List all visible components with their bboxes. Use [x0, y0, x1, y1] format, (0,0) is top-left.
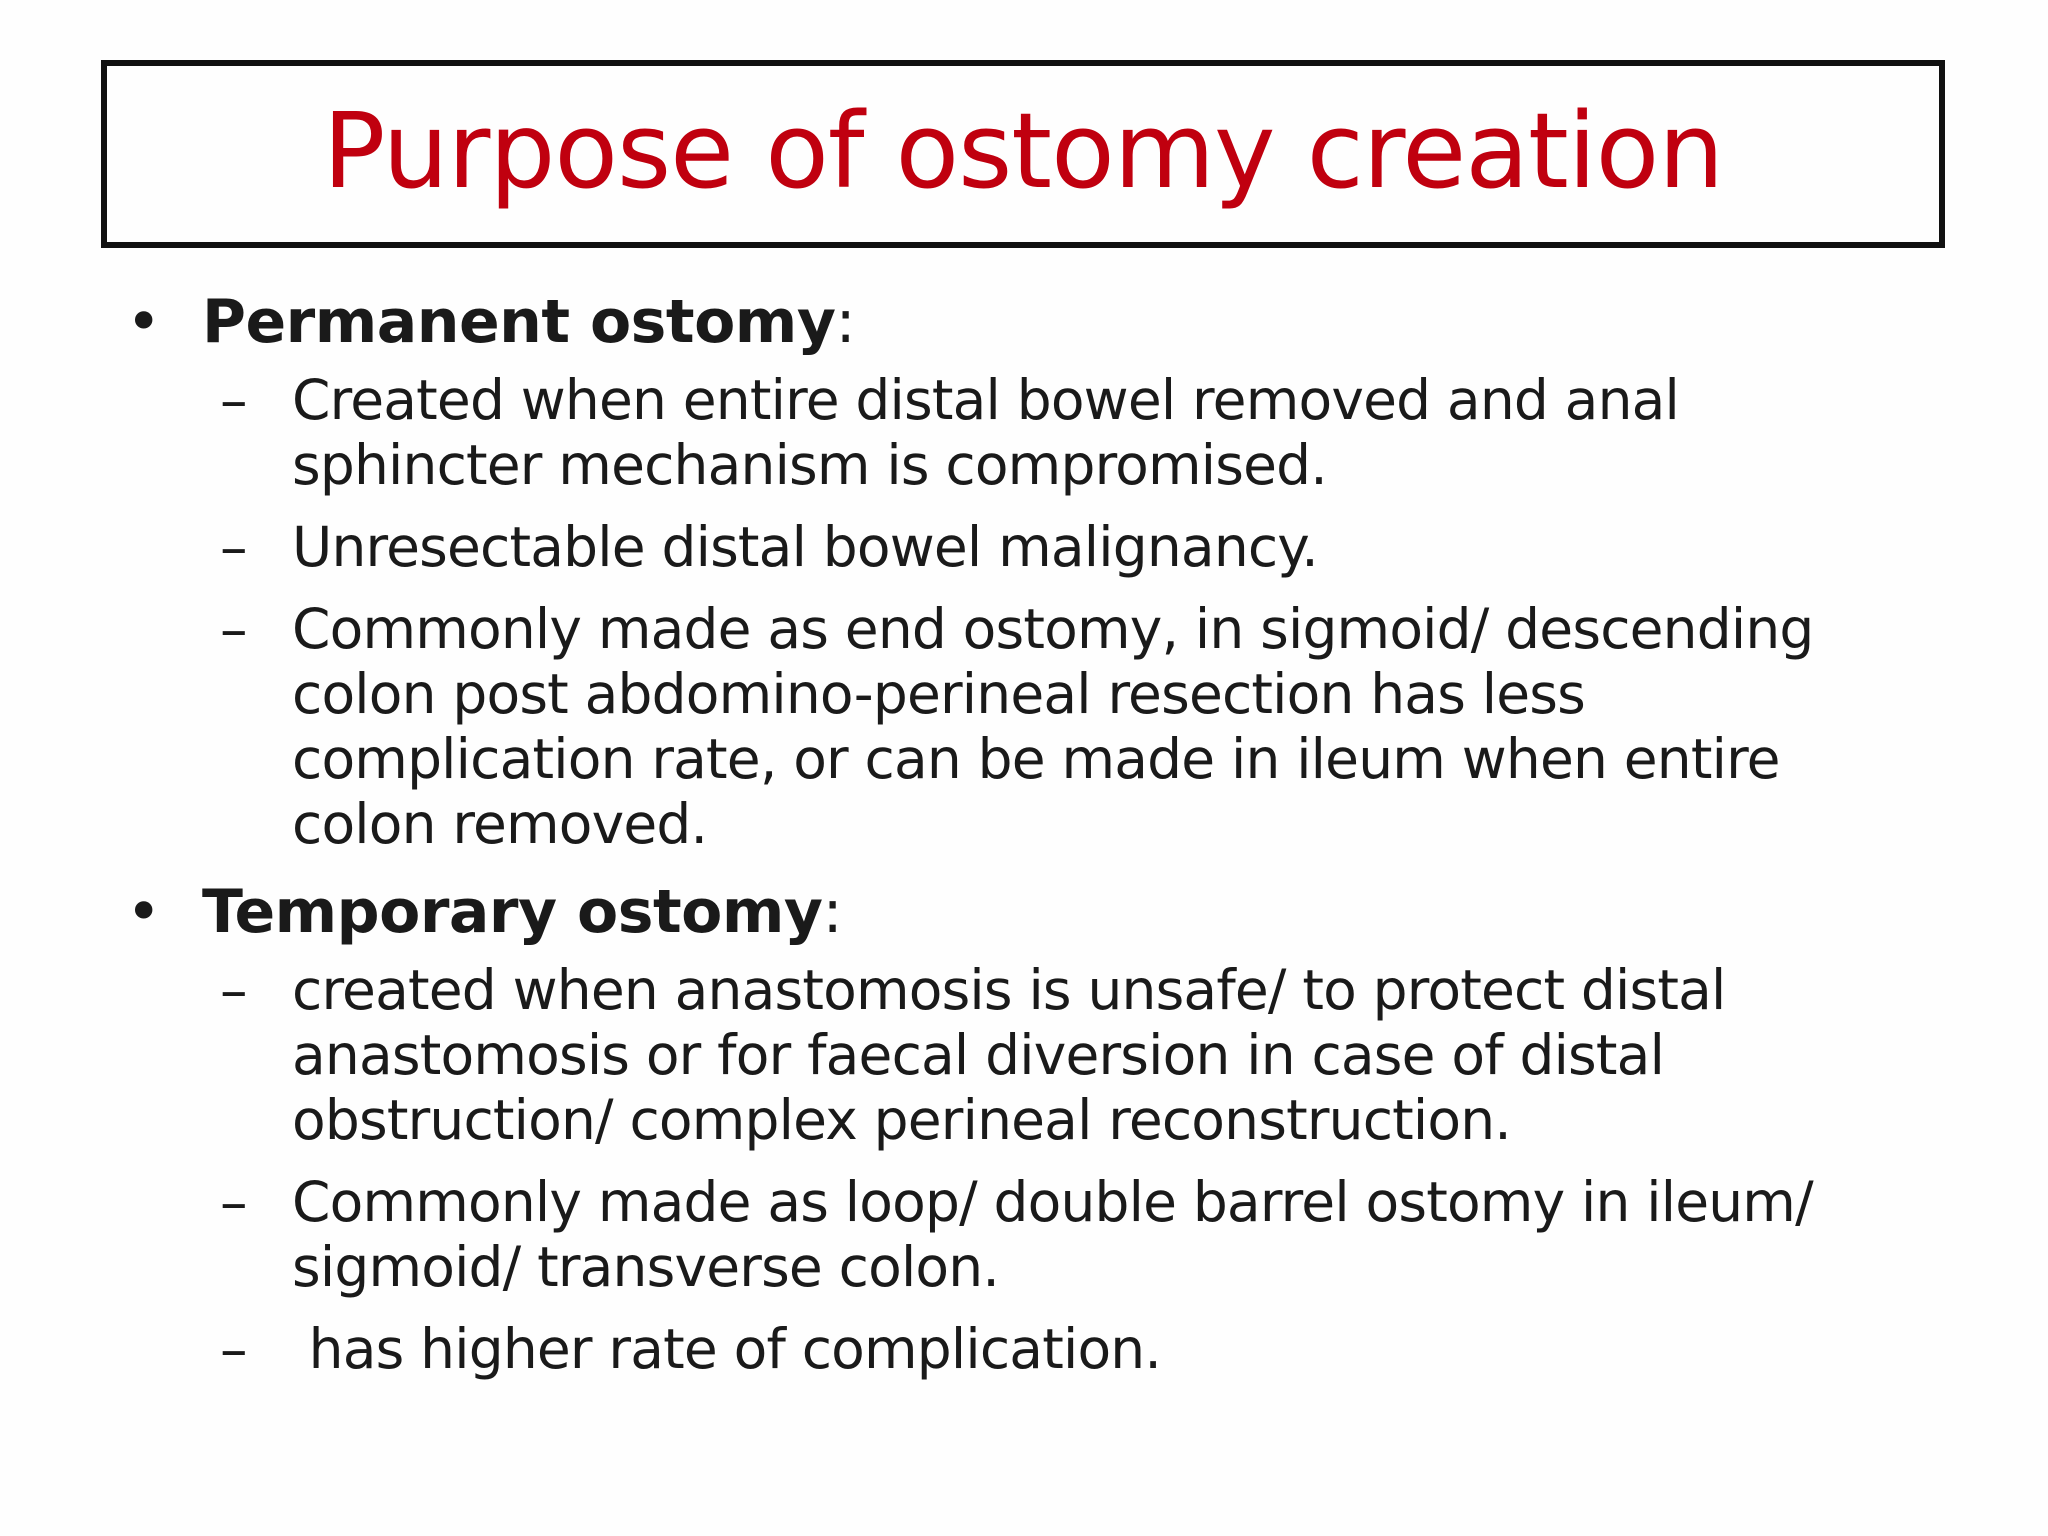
bullet-permanent-ostomy: [120, 284, 1980, 857]
sub-item-line: Commonly made as end ostomy, in sigmoid/ descending: [292, 597, 1814, 661]
sub-item-line: Commonly made as loop/ double barrel ostomy in ileum/: [292, 1170, 1813, 1234]
sub-item: [120, 958, 1980, 1153]
sub-item-line: sigmoid/ transverse colon.: [292, 1235, 1000, 1299]
bullet-icon: •: [126, 287, 161, 357]
bullet-term: Temporary ostomy: [202, 877, 823, 947]
sub-item-line: complication rate, or can be made in ileum when entire: [292, 727, 1780, 791]
dash-icon: –: [220, 1317, 247, 1381]
slide-content: [120, 284, 1980, 1399]
sub-item-line: colon post abdomino-perineal resection has less: [292, 662, 1585, 726]
bullet-term: Permanent ostomy: [202, 287, 836, 357]
dash-icon: –: [220, 597, 247, 661]
bullet-suffix: :: [822, 877, 843, 947]
sub-item-line: created when anastomosis is unsafe/ to protect distal: [292, 958, 1726, 1022]
sub-item-line: anastomosis or for faecal diversion in case of distal: [292, 1023, 1665, 1087]
title-box: [101, 60, 1945, 248]
bullet-heading: [120, 874, 1980, 958]
bullet-suffix: :: [835, 287, 856, 357]
sub-list: [120, 368, 1980, 857]
sub-list: [120, 958, 1980, 1382]
sub-item: [120, 1317, 1980, 1382]
sub-item: [120, 597, 1980, 857]
sub-item: [120, 368, 1980, 498]
sub-item-line: Created when entire distal bowel removed and anal: [292, 368, 1680, 432]
sub-item: [120, 515, 1980, 580]
dash-icon: –: [220, 515, 247, 579]
sub-item-line: has higher rate of complication.: [292, 1317, 1162, 1381]
dash-icon: –: [220, 368, 247, 432]
sub-item-line: Unresectable distal bowel malignancy.: [292, 515, 1318, 579]
bullet-icon: •: [126, 877, 161, 947]
slide-title: Purpose of ostomy creation: [322, 90, 1724, 212]
bullet-temporary-ostomy: [120, 874, 1980, 1382]
sub-item-line: obstruction/ complex perineal reconstruction.: [292, 1088, 1511, 1152]
sub-item-line: colon removed.: [292, 792, 708, 856]
bullet-heading: [120, 284, 1980, 368]
sub-item: [120, 1170, 1980, 1300]
dash-icon: –: [220, 958, 247, 1022]
dash-icon: –: [220, 1170, 247, 1234]
sub-item-line: sphincter mechanism is compromised.: [292, 433, 1327, 497]
